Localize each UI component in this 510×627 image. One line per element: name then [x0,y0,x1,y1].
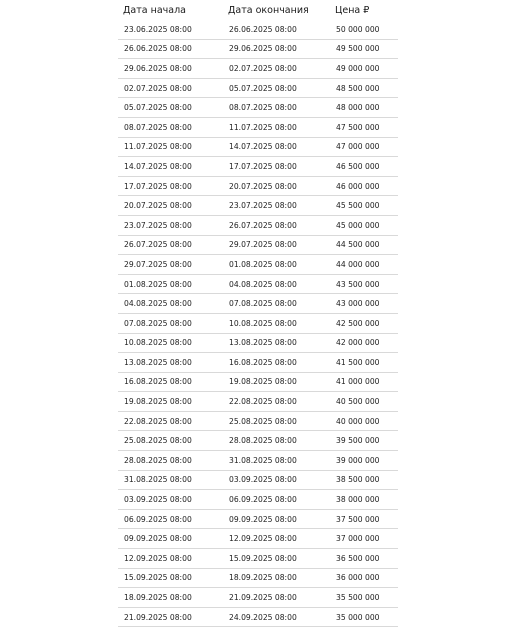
start-date-cell: 08.07.2025 08:00 [118,117,223,137]
price-cell: 40 500 000 [330,392,398,412]
price-cell: 41 000 000 [330,372,398,392]
price-cell: 48 500 000 [330,78,398,98]
table-row [118,509,398,529]
table-row [118,333,398,353]
end-date-cell: 13.08.2025 08:00 [223,333,330,353]
price-cell: 37 500 000 [330,509,398,529]
table-row [118,196,398,216]
table-row [118,588,398,608]
price-cell: 45 500 000 [330,196,398,216]
price-cell: 47 000 000 [330,137,398,157]
start-date-cell: 13.08.2025 08:00 [118,353,223,373]
start-date-cell: 09.09.2025 08:00 [118,529,223,549]
start-date-cell: 11.07.2025 08:00 [118,137,223,157]
end-date-cell: 25.08.2025 08:00 [223,411,330,431]
end-date-cell: 05.07.2025 08:00 [223,78,330,98]
price-cell: 41 500 000 [330,353,398,373]
end-date-cell: 17.07.2025 08:00 [223,157,330,177]
end-date-cell: 29.06.2025 08:00 [223,39,330,59]
table-row [118,137,398,157]
start-date-cell: 03.09.2025 08:00 [118,490,223,510]
table-row [118,451,398,471]
table-row [118,59,398,79]
table-row [118,313,398,333]
end-date-cell: 18.09.2025 08:00 [223,568,330,588]
price-cell: 50 000 000 [330,20,398,39]
start-date-cell: 23.07.2025 08:00 [118,215,223,235]
end-date-cell: 10.08.2025 08:00 [223,313,330,333]
start-date-cell: 20.07.2025 08:00 [118,196,223,216]
table-row [118,392,398,412]
price-cell: 35 000 000 [330,607,398,627]
start-date-cell: 22.08.2025 08:00 [118,411,223,431]
end-date-cell: 01.08.2025 08:00 [223,255,330,275]
table-row [118,549,398,569]
start-date-cell: 31.08.2025 08:00 [118,470,223,490]
table-row [118,215,398,235]
header-price: Цена ₽ [335,4,370,16]
price-cell: 44 000 000 [330,255,398,275]
table-row [118,255,398,275]
start-date-cell: 15.09.2025 08:00 [118,568,223,588]
start-date-cell: 12.09.2025 08:00 [118,549,223,569]
price-cell: 44 500 000 [330,235,398,255]
price-cell: 36 000 000 [330,568,398,588]
end-date-cell: 16.08.2025 08:00 [223,353,330,373]
table-row [118,529,398,549]
table-row [118,372,398,392]
end-date-cell: 19.08.2025 08:00 [223,372,330,392]
start-date-cell: 05.07.2025 08:00 [118,98,223,118]
price-cell: 46 000 000 [330,176,398,196]
start-date-cell: 23.06.2025 08:00 [118,20,223,39]
price-cell: 35 500 000 [330,588,398,608]
table-row [118,157,398,177]
table-row [118,568,398,588]
price-schedule [118,0,398,627]
end-date-cell: 24.09.2025 08:00 [223,607,330,627]
start-date-cell: 06.09.2025 08:00 [118,509,223,529]
table-row [118,78,398,98]
start-date-cell: 29.06.2025 08:00 [118,59,223,79]
end-date-cell: 03.09.2025 08:00 [223,470,330,490]
price-cell: 49 500 000 [330,39,398,59]
start-date-cell: 29.07.2025 08:00 [118,255,223,275]
start-date-cell: 26.06.2025 08:00 [118,39,223,59]
table-row [118,98,398,118]
end-date-cell: 23.07.2025 08:00 [223,196,330,216]
start-date-cell: 26.07.2025 08:00 [118,235,223,255]
table-row [118,176,398,196]
end-date-cell: 08.07.2025 08:00 [223,98,330,118]
table-header [118,0,398,20]
table-row [118,490,398,510]
table-row [118,294,398,314]
start-date-cell: 28.08.2025 08:00 [118,451,223,471]
table-row [118,117,398,137]
end-date-cell: 15.09.2025 08:00 [223,549,330,569]
header-start-date: Дата начала [123,4,186,16]
start-date-cell: 25.08.2025 08:00 [118,431,223,451]
price-cell: 49 000 000 [330,59,398,79]
table-row [118,431,398,451]
price-cell: 39 500 000 [330,431,398,451]
table-row [118,607,398,627]
end-date-cell: 12.09.2025 08:00 [223,529,330,549]
price-cell: 37 000 000 [330,529,398,549]
end-date-cell: 28.08.2025 08:00 [223,431,330,451]
start-date-cell: 14.07.2025 08:00 [118,157,223,177]
table-row [118,235,398,255]
table-row [118,470,398,490]
table-row [118,353,398,373]
price-cell: 36 500 000 [330,549,398,569]
price-cell: 40 000 000 [330,411,398,431]
start-date-cell: 17.07.2025 08:00 [118,176,223,196]
price-cell: 42 000 000 [330,333,398,353]
end-date-cell: 09.09.2025 08:00 [223,509,330,529]
start-date-cell: 02.07.2025 08:00 [118,78,223,98]
table-row [118,411,398,431]
start-date-cell: 19.08.2025 08:00 [118,392,223,412]
price-cell: 43 500 000 [330,274,398,294]
table-body [118,20,398,627]
table-row [118,20,398,39]
end-date-cell: 11.07.2025 08:00 [223,117,330,137]
price-cell: 43 000 000 [330,294,398,314]
start-date-cell: 01.08.2025 08:00 [118,274,223,294]
end-date-cell: 31.08.2025 08:00 [223,451,330,471]
start-date-cell: 10.08.2025 08:00 [118,333,223,353]
table-row [118,274,398,294]
end-date-cell: 14.07.2025 08:00 [223,137,330,157]
price-cell: 39 000 000 [330,451,398,471]
start-date-cell: 04.08.2025 08:00 [118,294,223,314]
end-date-cell: 07.08.2025 08:00 [223,294,330,314]
start-date-cell: 21.09.2025 08:00 [118,607,223,627]
end-date-cell: 29.07.2025 08:00 [223,235,330,255]
header-row [118,0,398,20]
end-date-cell: 02.07.2025 08:00 [223,59,330,79]
price-cell: 47 500 000 [330,117,398,137]
price-schedule-table [118,0,398,627]
start-date-cell: 16.08.2025 08:00 [118,372,223,392]
start-date-cell: 07.08.2025 08:00 [118,313,223,333]
header-end-date: Дата окончания [228,4,309,16]
end-date-cell: 22.08.2025 08:00 [223,392,330,412]
end-date-cell: 21.09.2025 08:00 [223,588,330,608]
end-date-cell: 06.09.2025 08:00 [223,490,330,510]
start-date-cell: 18.09.2025 08:00 [118,588,223,608]
price-cell: 38 000 000 [330,490,398,510]
price-cell: 48 000 000 [330,98,398,118]
table-row [118,39,398,59]
price-cell: 45 000 000 [330,215,398,235]
end-date-cell: 20.07.2025 08:00 [223,176,330,196]
end-date-cell: 26.07.2025 08:00 [223,215,330,235]
price-cell: 42 500 000 [330,313,398,333]
price-cell: 38 500 000 [330,470,398,490]
end-date-cell: 04.08.2025 08:00 [223,274,330,294]
end-date-cell: 26.06.2025 08:00 [223,20,330,39]
price-cell: 46 500 000 [330,157,398,177]
